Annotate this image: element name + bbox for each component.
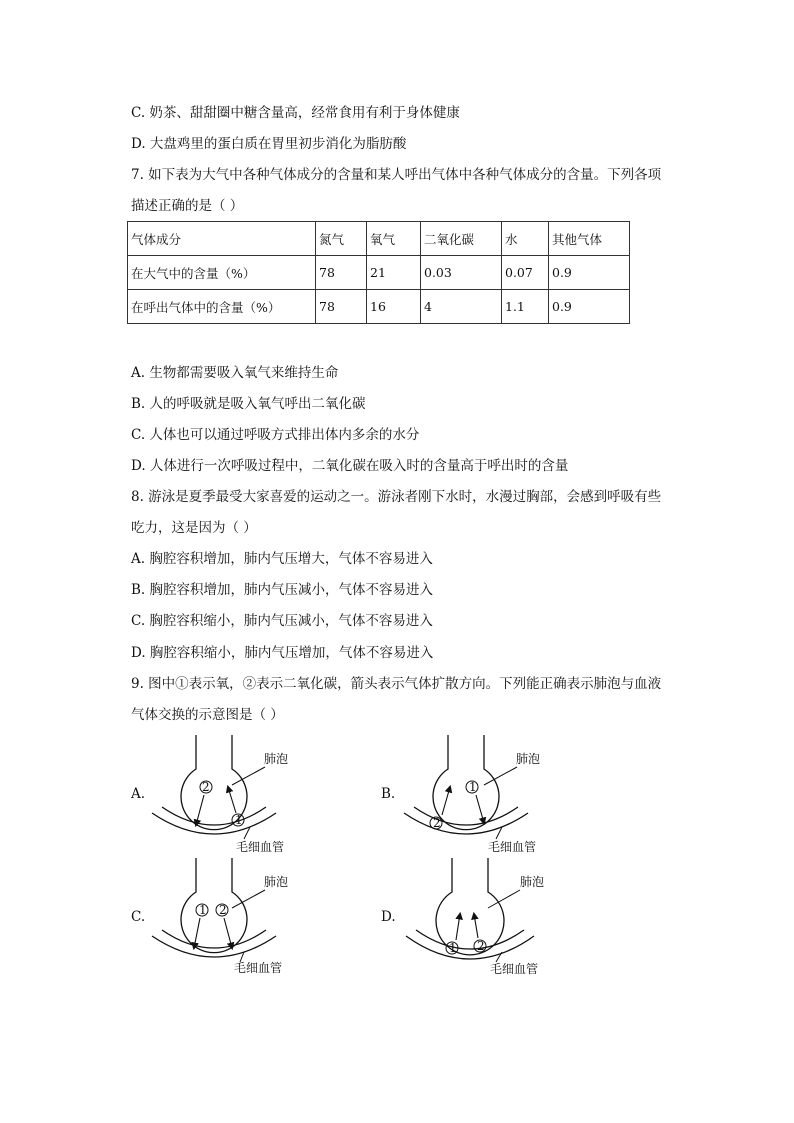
question-9-stem-cont: 气体交换的示意图是（ ） bbox=[131, 707, 284, 723]
table-cell: 在呼出气体中的含量（%） bbox=[128, 290, 316, 324]
table-header-row bbox=[128, 222, 630, 256]
table-cell: 水 bbox=[502, 222, 549, 256]
q8-option-d[interactable]: D. 胸腔容积缩小，肺内气压增加，气体不容易进入 bbox=[131, 645, 434, 661]
capillary-label: 毛细血管 bbox=[236, 840, 285, 854]
option-c-previous: C. 奶茶、甜甜圈中糖含量高，经常食用有利于身体健康 bbox=[131, 105, 460, 121]
table-cell: 78 bbox=[316, 256, 367, 290]
q7-option-d[interactable]: D. 人体进行一次呼吸过程中，二氧化碳在吸入时的含量高于呼出时的含量 bbox=[131, 458, 569, 474]
capillary-label: 毛细血管 bbox=[488, 840, 537, 854]
diagram-option-a-label[interactable]: A. bbox=[131, 786, 146, 802]
diagram-option-c-label[interactable]: C. bbox=[131, 909, 146, 925]
q8-option-b[interactable]: B. 胸腔容积增加，肺内气压减小，气体不容易进入 bbox=[131, 582, 434, 598]
q8-option-a[interactable]: A. 胸腔容积增加，肺内气压增大，气体不容易进入 bbox=[131, 551, 433, 567]
question-7-stem-cont: 描述正确的是（ ） bbox=[131, 198, 244, 214]
table-cell: 21 bbox=[367, 256, 421, 290]
table-cell: 78 bbox=[316, 290, 367, 324]
alveolus-label: 肺泡 bbox=[520, 875, 545, 889]
table-cell: 0.9 bbox=[549, 290, 630, 324]
question-8-stem-cont: 吃力，这是因为（ ） bbox=[131, 520, 257, 536]
capillary-label: 毛细血管 bbox=[234, 961, 283, 975]
option-d-previous: D. 大盘鸡里的蛋白质在胃里初步消化为脂肪酸 bbox=[131, 136, 407, 152]
question-7-stem: 7. 如下表为大气中各种气体成分的含量和某人呼出气体中各种气体成分的含量。下列各项 bbox=[131, 167, 662, 183]
svg-text:1: 1 bbox=[449, 941, 457, 955]
q7-option-c[interactable]: C. 人体也可以通过呼吸方式排出体内多余的水分 bbox=[131, 427, 420, 443]
q7-option-a[interactable]: A. 生物都需要吸入氧气来维持生命 bbox=[131, 365, 339, 381]
table-cell: 气体成分 bbox=[128, 222, 316, 256]
question-9-stem: 9. 图中①表示氧，②表示二氧化碳，箭头表示气体扩散方向。下列能正确表示肺泡与血液 bbox=[131, 676, 662, 692]
diagram-b bbox=[392, 735, 552, 859]
table-cell: 0.07 bbox=[502, 256, 549, 290]
table-cell: 氧气 bbox=[367, 222, 421, 256]
table-cell: 二氧化碳 bbox=[421, 222, 502, 256]
alveolus-label: 肺泡 bbox=[516, 752, 541, 766]
alveolus-label: 肺泡 bbox=[264, 752, 289, 766]
svg-text:2: 2 bbox=[433, 816, 441, 830]
table-cell: 0.9 bbox=[549, 256, 630, 290]
diagram-option-b-label[interactable]: B. bbox=[381, 786, 396, 802]
table-cell: 0.03 bbox=[421, 256, 502, 290]
svg-text:1: 1 bbox=[469, 780, 477, 794]
table-cell: 4 bbox=[421, 290, 502, 324]
q7-option-b[interactable]: B. 人的呼吸就是吸入氧气呼出二氧化碳 bbox=[131, 396, 366, 412]
table-cell: 氮气 bbox=[316, 222, 367, 256]
q8-option-c[interactable]: C. 胸腔容积缩小，肺内气压减小，气体不容易进入 bbox=[131, 613, 433, 629]
svg-text:1: 1 bbox=[199, 903, 207, 917]
table-row bbox=[128, 256, 630, 290]
diagram-c bbox=[140, 858, 300, 982]
diagram-d bbox=[392, 858, 562, 982]
diagram-option-d-label[interactable]: D. bbox=[381, 909, 396, 925]
svg-text:1: 1 bbox=[235, 813, 243, 827]
svg-text:2: 2 bbox=[477, 939, 485, 953]
svg-text:2: 2 bbox=[202, 780, 210, 794]
gas-content-table bbox=[127, 221, 630, 324]
question-8-stem: 8. 游泳是夏季最受大家喜爱的运动之一。游泳者刚下水时，水漫过胸部，会感到呼吸有些 bbox=[131, 489, 662, 505]
table-cell: 16 bbox=[367, 290, 421, 324]
diagram-a bbox=[140, 735, 300, 859]
svg-text:2: 2 bbox=[219, 903, 227, 917]
table-cell: 其他气体 bbox=[549, 222, 630, 256]
table-cell: 1.1 bbox=[502, 290, 549, 324]
alveolus-label: 肺泡 bbox=[264, 875, 289, 889]
table-row bbox=[128, 290, 630, 324]
capillary-label: 毛细血管 bbox=[490, 962, 539, 976]
table-cell: 在大气中的含量（%） bbox=[128, 256, 316, 290]
